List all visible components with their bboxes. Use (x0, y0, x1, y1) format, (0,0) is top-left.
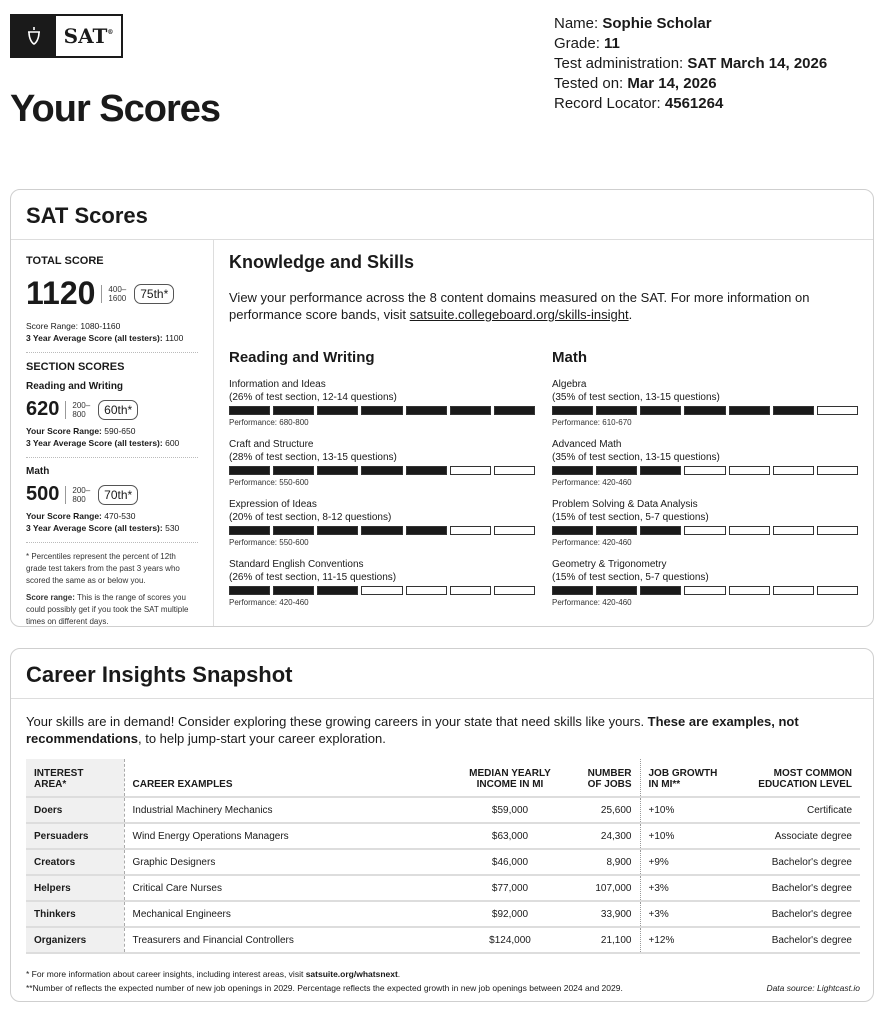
performance-bar-segment (552, 586, 593, 595)
job-growth: +10% (640, 797, 730, 823)
section-scores-heading: SECTION SCORES (26, 361, 125, 373)
math-heading: Math (26, 466, 50, 477)
performance-bar-segment (361, 526, 402, 535)
median-income: $77,000 (455, 875, 565, 901)
performance-bar (229, 466, 535, 475)
performance-bar-segment (450, 406, 491, 415)
performance-bar-segment (317, 466, 358, 475)
math-percentile-badge: 70th* (98, 485, 138, 505)
career-table (26, 759, 860, 954)
career-intro: Your skills are in demand! Consider exploring these growing careers in your state that need skills like yours. These are examples, not recommendations, to help jump-start your career exploration. (26, 714, 799, 746)
interest-area: Doers (26, 797, 124, 823)
interest-area: Helpers (26, 875, 124, 901)
job-growth: +10% (640, 823, 730, 849)
domain-detail: (15% of test section, 5-7 questions) (552, 512, 709, 523)
education-level: Certificate (730, 797, 860, 823)
skills-insight-link[interactable]: satsuite.collegeboard.org/skills-insight (409, 307, 629, 322)
performance-bar (229, 406, 535, 415)
career-example: Wind Energy Operations Managers (124, 823, 455, 849)
performance-bar-segment (361, 406, 402, 415)
total-score: 1120 (26, 275, 96, 311)
student-info: Name: Sophie Scholar Grade: 11 Test administration: SAT March 14, 2026 Tested on: Mar 14, 2026 Record Locator: 4561264 (554, 15, 828, 112)
table-row (26, 823, 860, 849)
performance-bar-segment (773, 466, 814, 475)
performance-bar-segment (406, 466, 447, 475)
job-growth: +12% (640, 927, 730, 953)
performance-bar-segment (640, 466, 681, 475)
performance-bar-segment (450, 526, 491, 535)
section-heading: Math (552, 349, 587, 366)
domain-item (552, 498, 858, 558)
performance-bar (552, 406, 858, 415)
logo-text: SAT (63, 24, 108, 48)
performance-bar-segment (273, 406, 314, 415)
performance-bar-segment (817, 406, 858, 415)
table-row (26, 849, 860, 875)
job-growth: +3% (640, 875, 730, 901)
performance-bar-segment (229, 406, 270, 415)
performance-bar-segment (729, 586, 770, 595)
performance-bar-segment (273, 526, 314, 535)
interest-area: Organizers (26, 927, 124, 953)
performance-bar-segment (229, 526, 270, 535)
performance-bar-segment (273, 466, 314, 475)
performance-bar-segment (317, 526, 358, 535)
job-growth: +9% (640, 849, 730, 875)
number-of-jobs: 107,000 (565, 875, 640, 901)
math-score: 500 (26, 483, 60, 505)
domain-performance: Performance: 420-460 (229, 598, 309, 607)
performance-bar-segment (494, 586, 535, 595)
career-example: Industrial Machinery Mechanics (124, 797, 455, 823)
education-level: Associate degree (730, 823, 860, 849)
career-insights-card (10, 648, 874, 1002)
career-example: Mechanical Engineers (124, 901, 455, 927)
domain-section (552, 349, 858, 618)
table-row (26, 927, 860, 953)
job-growth: +3% (640, 901, 730, 927)
domain-item (552, 438, 858, 498)
domain-item (229, 498, 535, 558)
performance-bar (552, 526, 858, 535)
number-of-jobs: 8,900 (565, 849, 640, 875)
score-summary: TOTAL SCORE 1120 400– 1600 75th* Score Range: 1080-1160 3 Year Average Score (all testers): 1100 SECTION SCORES Reading and Writing 620 200– 800 60th* Your Score Range: 590-650 3 Year Average Score (all testers): 600 Math 500 200– 800 70th* Your Score Range: 470-530 3 Year Average Score (all testers): 530 * Percentiles represent the percent of 12th grade test takers from the past 3 years who scored the same as or below you. Score range: This is the range of scores you could possibly get if you took the SAT multiple times on different days. (11, 240, 214, 626)
domain-item (229, 558, 535, 618)
number-of-jobs: 21,100 (565, 927, 640, 953)
interest-area: Creators (26, 849, 124, 875)
performance-bar-segment (406, 526, 447, 535)
domain-name: Geometry & Trigonometry (552, 559, 667, 570)
domain-performance: Performance: 420-460 (552, 538, 632, 547)
education-level: Bachelor's degree (730, 875, 860, 901)
performance-bar-segment (640, 586, 681, 595)
performance-bar-segment (273, 586, 314, 595)
col-growth: JOB GROWTH IN MI** (640, 759, 730, 797)
performance-bar-segment (450, 466, 491, 475)
performance-bar (229, 586, 535, 595)
domain-item (552, 378, 858, 438)
performance-bar-segment (596, 586, 637, 595)
performance-bar-segment (773, 526, 814, 535)
performance-bar-segment (494, 406, 535, 415)
domain-name: Advanced Math (552, 439, 622, 450)
performance-bar-segment (817, 466, 858, 475)
rw-heading: Reading and Writing (26, 381, 124, 392)
percentile-note: * Percentiles represent the percent of 12th grade test takers from the past 3 years who scored the same as or below you. (26, 552, 180, 585)
domain-name: Standard English Conventions (229, 559, 364, 570)
median-income: $92,000 (455, 901, 565, 927)
domain-name: Information and Ideas (229, 379, 326, 390)
education-level: Bachelor's degree (730, 849, 860, 875)
number-of-jobs: 33,900 (565, 901, 640, 927)
performance-bar-segment (552, 526, 593, 535)
rw-score: 620 (26, 398, 60, 420)
performance-bar-segment (596, 466, 637, 475)
performance-bar-segment (229, 466, 270, 475)
performance-bar-segment (773, 586, 814, 595)
median-income: $124,000 (455, 927, 565, 953)
sat-scores-heading: SAT Scores (11, 190, 873, 240)
tested-on: Mar 14, 2026 (627, 75, 717, 92)
performance-bar-segment (817, 586, 858, 595)
domain-detail: (26% of test section, 12-14 questions) (229, 392, 397, 403)
ks-heading: Knowledge and Skills (229, 252, 415, 272)
performance-bar-segment (640, 526, 681, 535)
table-row (26, 797, 860, 823)
median-income: $63,000 (455, 823, 565, 849)
total-score-heading: TOTAL SCORE (26, 255, 104, 267)
interest-area: Thinkers (26, 901, 124, 927)
performance-bar-segment (361, 466, 402, 475)
performance-bar (552, 586, 858, 595)
data-source: Data source: Lightcast.io (766, 983, 860, 993)
education-level: Bachelor's degree (730, 901, 860, 927)
domain-performance: Performance: 550-600 (229, 478, 309, 487)
domain-performance: Performance: 610-670 (552, 418, 632, 427)
career-example: Critical Care Nurses (124, 875, 455, 901)
career-example: Graphic Designers (124, 849, 455, 875)
performance-bar-segment (596, 526, 637, 535)
domain-detail: (20% of test section, 8-12 questions) (229, 512, 392, 523)
col-jobs: NUMBER OF JOBS (565, 759, 640, 797)
performance-bar-segment (684, 406, 725, 415)
domain-detail: (28% of test section, 13-15 questions) (229, 452, 397, 463)
table-row (26, 875, 860, 901)
performance-bar-segment (729, 526, 770, 535)
career-example: Treasurers and Financial Controllers (124, 927, 455, 953)
col-education: MOST COMMON EDUCATION LEVEL (730, 759, 860, 797)
sat-logo: SAT ® (10, 14, 123, 58)
student-grade: 11 (604, 35, 620, 52)
performance-bar-segment (317, 586, 358, 595)
acorn-icon (12, 16, 56, 56)
table-row (26, 901, 860, 927)
col-career-examples: CAREER EXAMPLES (124, 759, 455, 797)
col-income: MEDIAN YEARLY INCOME IN MI (455, 759, 565, 797)
domain-name: Problem Solving & Data Analysis (552, 499, 698, 510)
performance-bar-segment (773, 406, 814, 415)
performance-bar-segment (450, 586, 491, 595)
performance-bar-segment (817, 526, 858, 535)
domain-name: Expression of Ideas (229, 499, 317, 510)
performance-bar-segment (494, 466, 535, 475)
domain-item (229, 378, 535, 438)
performance-bar-segment (684, 586, 725, 595)
domain-performance: Performance: 420-460 (552, 478, 632, 487)
page-title: Your Scores (10, 88, 221, 130)
performance-bar-segment (406, 406, 447, 415)
domain-performance: Performance: 550-600 (229, 538, 309, 547)
performance-bar-segment (317, 406, 358, 415)
score-range-note: Score range: This is the range of scores you could possibly get if you took the SAT multiple times on different days. (26, 593, 189, 626)
domain-detail: (15% of test section, 5-7 questions) (552, 572, 709, 583)
domain-detail: (26% of test section, 11-15 questions) (229, 572, 397, 583)
number-of-jobs: 25,600 (565, 797, 640, 823)
col-interest-area: INTEREST AREA* (26, 759, 124, 797)
domain-name: Craft and Structure (229, 439, 314, 450)
section-heading: Reading and Writing (229, 349, 375, 366)
sat-scores-card (10, 189, 874, 627)
domain-detail: (35% of test section, 13-15 questions) (552, 392, 720, 403)
domain-detail: (35% of test section, 13-15 questions) (552, 452, 720, 463)
performance-bar-segment (640, 406, 681, 415)
number-of-jobs: 24,300 (565, 823, 640, 849)
performance-bar-segment (684, 526, 725, 535)
performance-bar-segment (729, 466, 770, 475)
test-administration: SAT March 14, 2026 (687, 55, 828, 72)
education-level: Bachelor's degree (730, 927, 860, 953)
performance-bar-segment (406, 586, 447, 595)
whatsnext-link[interactable]: satsuite.org/whatsnext (305, 969, 398, 979)
performance-bar (229, 526, 535, 535)
performance-bar-segment (494, 526, 535, 535)
performance-bar-segment (361, 586, 402, 595)
domain-item (229, 438, 535, 498)
knowledge-skills (214, 240, 873, 626)
performance-bar (552, 466, 858, 475)
performance-bar-segment (596, 406, 637, 415)
performance-bar-segment (552, 466, 593, 475)
median-income: $59,000 (455, 797, 565, 823)
performance-bar-segment (729, 406, 770, 415)
domain-name: Algebra (552, 379, 587, 390)
domain-item (552, 558, 858, 618)
domain-performance: Performance: 420-460 (552, 598, 632, 607)
student-name: Sophie Scholar (602, 15, 712, 32)
record-locator: 4561264 (664, 95, 724, 112)
domain-performance: Performance: 680-800 (229, 418, 309, 427)
rw-percentile-badge: 60th* (98, 400, 138, 420)
total-percentile-badge: 75th* (134, 284, 174, 304)
performance-bar-segment (552, 406, 593, 415)
domain-section (229, 349, 535, 618)
performance-bar-segment (229, 586, 270, 595)
ks-description: View your performance across the 8 content domains measured on the SAT. For more information on performance score bands, visit satsuite.collegeboard.org/skills-insight. (229, 290, 810, 322)
career-heading: Career Insights Snapshot (11, 649, 873, 699)
interest-area: Persuaders (26, 823, 124, 849)
career-footnotes: * For more information about career insights, including interest areas, visit satsuite.org/whatsnext. **Number of reflects the expected number of new job openings in 2029. Percentage reflects the expected growth in new job openings between 2024 and 2029. Data source: Lightcast.io (26, 969, 860, 993)
median-income: $46,000 (455, 849, 565, 875)
performance-bar-segment (684, 466, 725, 475)
